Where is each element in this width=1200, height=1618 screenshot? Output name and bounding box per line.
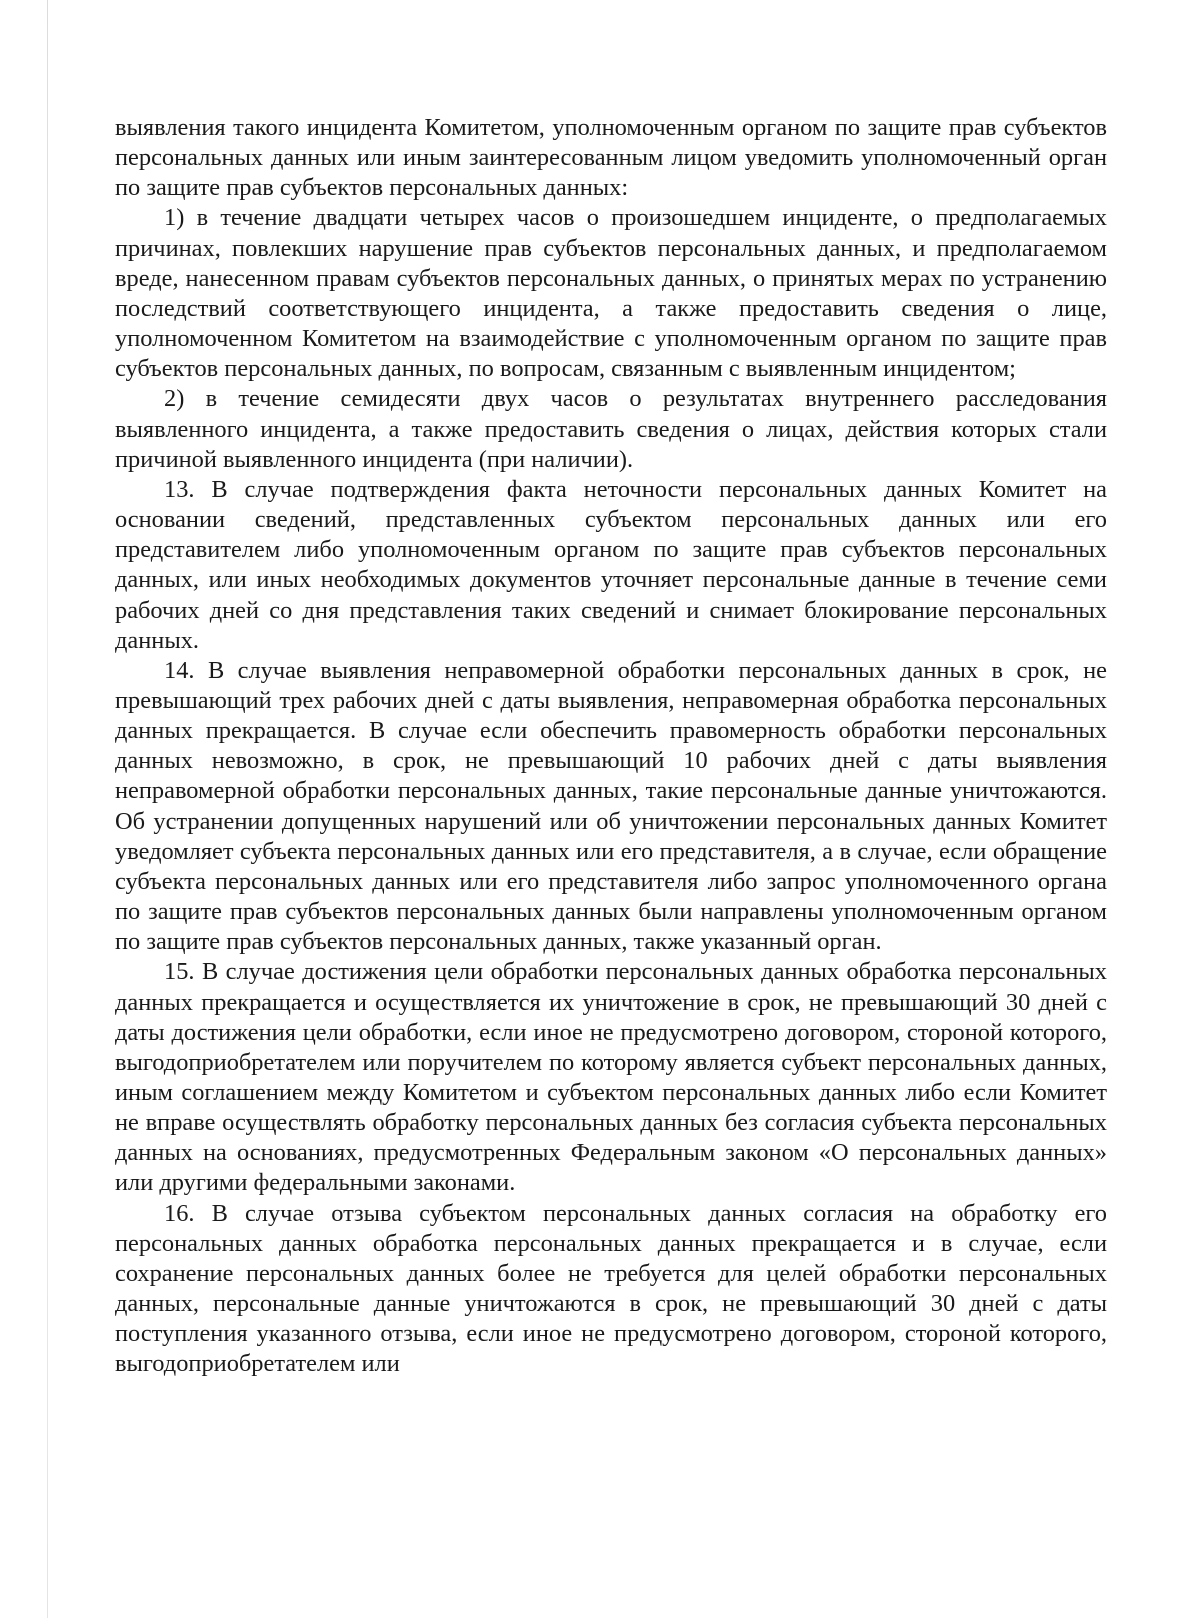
paragraph-clause-15: 15. В случае достижения цели обработки персональных данных обработка персональных данных прекращается и осуществляется их уничтожение в срок, не превышающий 30 дней с даты достижения цели обработки, если иное не предусмотрено договором, стороной которого, выгодоприобретателем или поручителем по которому является субъект персональных данных, иным соглашением между Комитетом и субъектом персональных данных либо если Комитет не вправе осуществлять обработку персональных данных без согласия субъекта персональных данных на основаниях, предусмотренных Федеральным законом «О персональных данных» или другими федеральными законами. xyxy=(115,958,1107,1197)
paragraph-item-2: 2) в течение семидесяти двух часов о результатах внутреннего расследования выявленного инцидента, а также предоставить сведения о лицах, действия которых стали причиной выявленного инцидента (при наличии). xyxy=(115,385,1107,473)
scan-edge-line xyxy=(47,0,48,1618)
paragraph-clause-13: 13. В случае подтверждения факта неточности персональных данных Комитет на основании сведений, представленных субъектом персональных данных или его представителем либо уполномоченным органом по защите прав субъектов персональных данных, или иных необходимых документов уточняет персональные данные в течение семи рабочих дней со дня представления таких сведений и снимает блокирование персональных данных. xyxy=(115,475,1107,654)
paragraph-item-1: 1) в течение двадцати четырех часов о произошедшем инциденте, о предполагаемых причинах, повлекших нарушение прав субъектов персональных данных, и предполагаемом вреде, нанесенном правам субъектов персональных данных, о принятых мерах по устранению последствий соответствующего инцидента, а также предоставить сведения о лице, уполномоченном Комитетом на взаимодействие с уполномоченным органом по защите прав субъектов персональных данных, по вопросам, связанным с выявленным инцидентом; xyxy=(115,204,1107,383)
paragraph-clause-14: 14. В случае выявления неправомерной обработки персональных данных в срок, не превышающий трех рабочих дней с даты выявления, неправомерная обработка персональных данных прекращается. В случае если обеспечить правомерность обработки персональных данных невозможно, в срок, не превышающий 10 рабочих дней с даты выявления неправомерной обработки персональных данных, такие персональные данные уничтожаются. Об устранении допущенных нарушений или об уничтожении персональных данных Комитет уведомляет субъекта персональных данных или его представителя, а в случае, если обращение субъекта персональных данных или его представителя либо запрос уполномоченного органа по защите прав субъектов персональных данных были направлены уполномоченным органом по защите прав субъектов персональных данных, также указанный орган. xyxy=(115,656,1107,956)
paragraph-intro-continuation: выявления такого инцидента Комитетом, уполномоченным органом по защите прав субъектов персональных данных или иным заинтересованным лицом уведомить уполномоченный орган по защите прав субъектов персональных данных: xyxy=(115,114,1107,202)
paragraph-clause-16: 16. В случае отзыва субъектом персональных данных согласия на обработку его персональных данных обработка персональных данных прекращается и в случае, если сохранение персональных данных более не требуется для целей обработки персональных данных, персональные данные уничтожаются в срок, не превышающий 30 дней с даты поступления указанного отзыва, если иное не предусмотрено договором, стороной которого, выгодоприобретателем или xyxy=(115,1199,1107,1378)
document-body xyxy=(115,113,1107,1380)
